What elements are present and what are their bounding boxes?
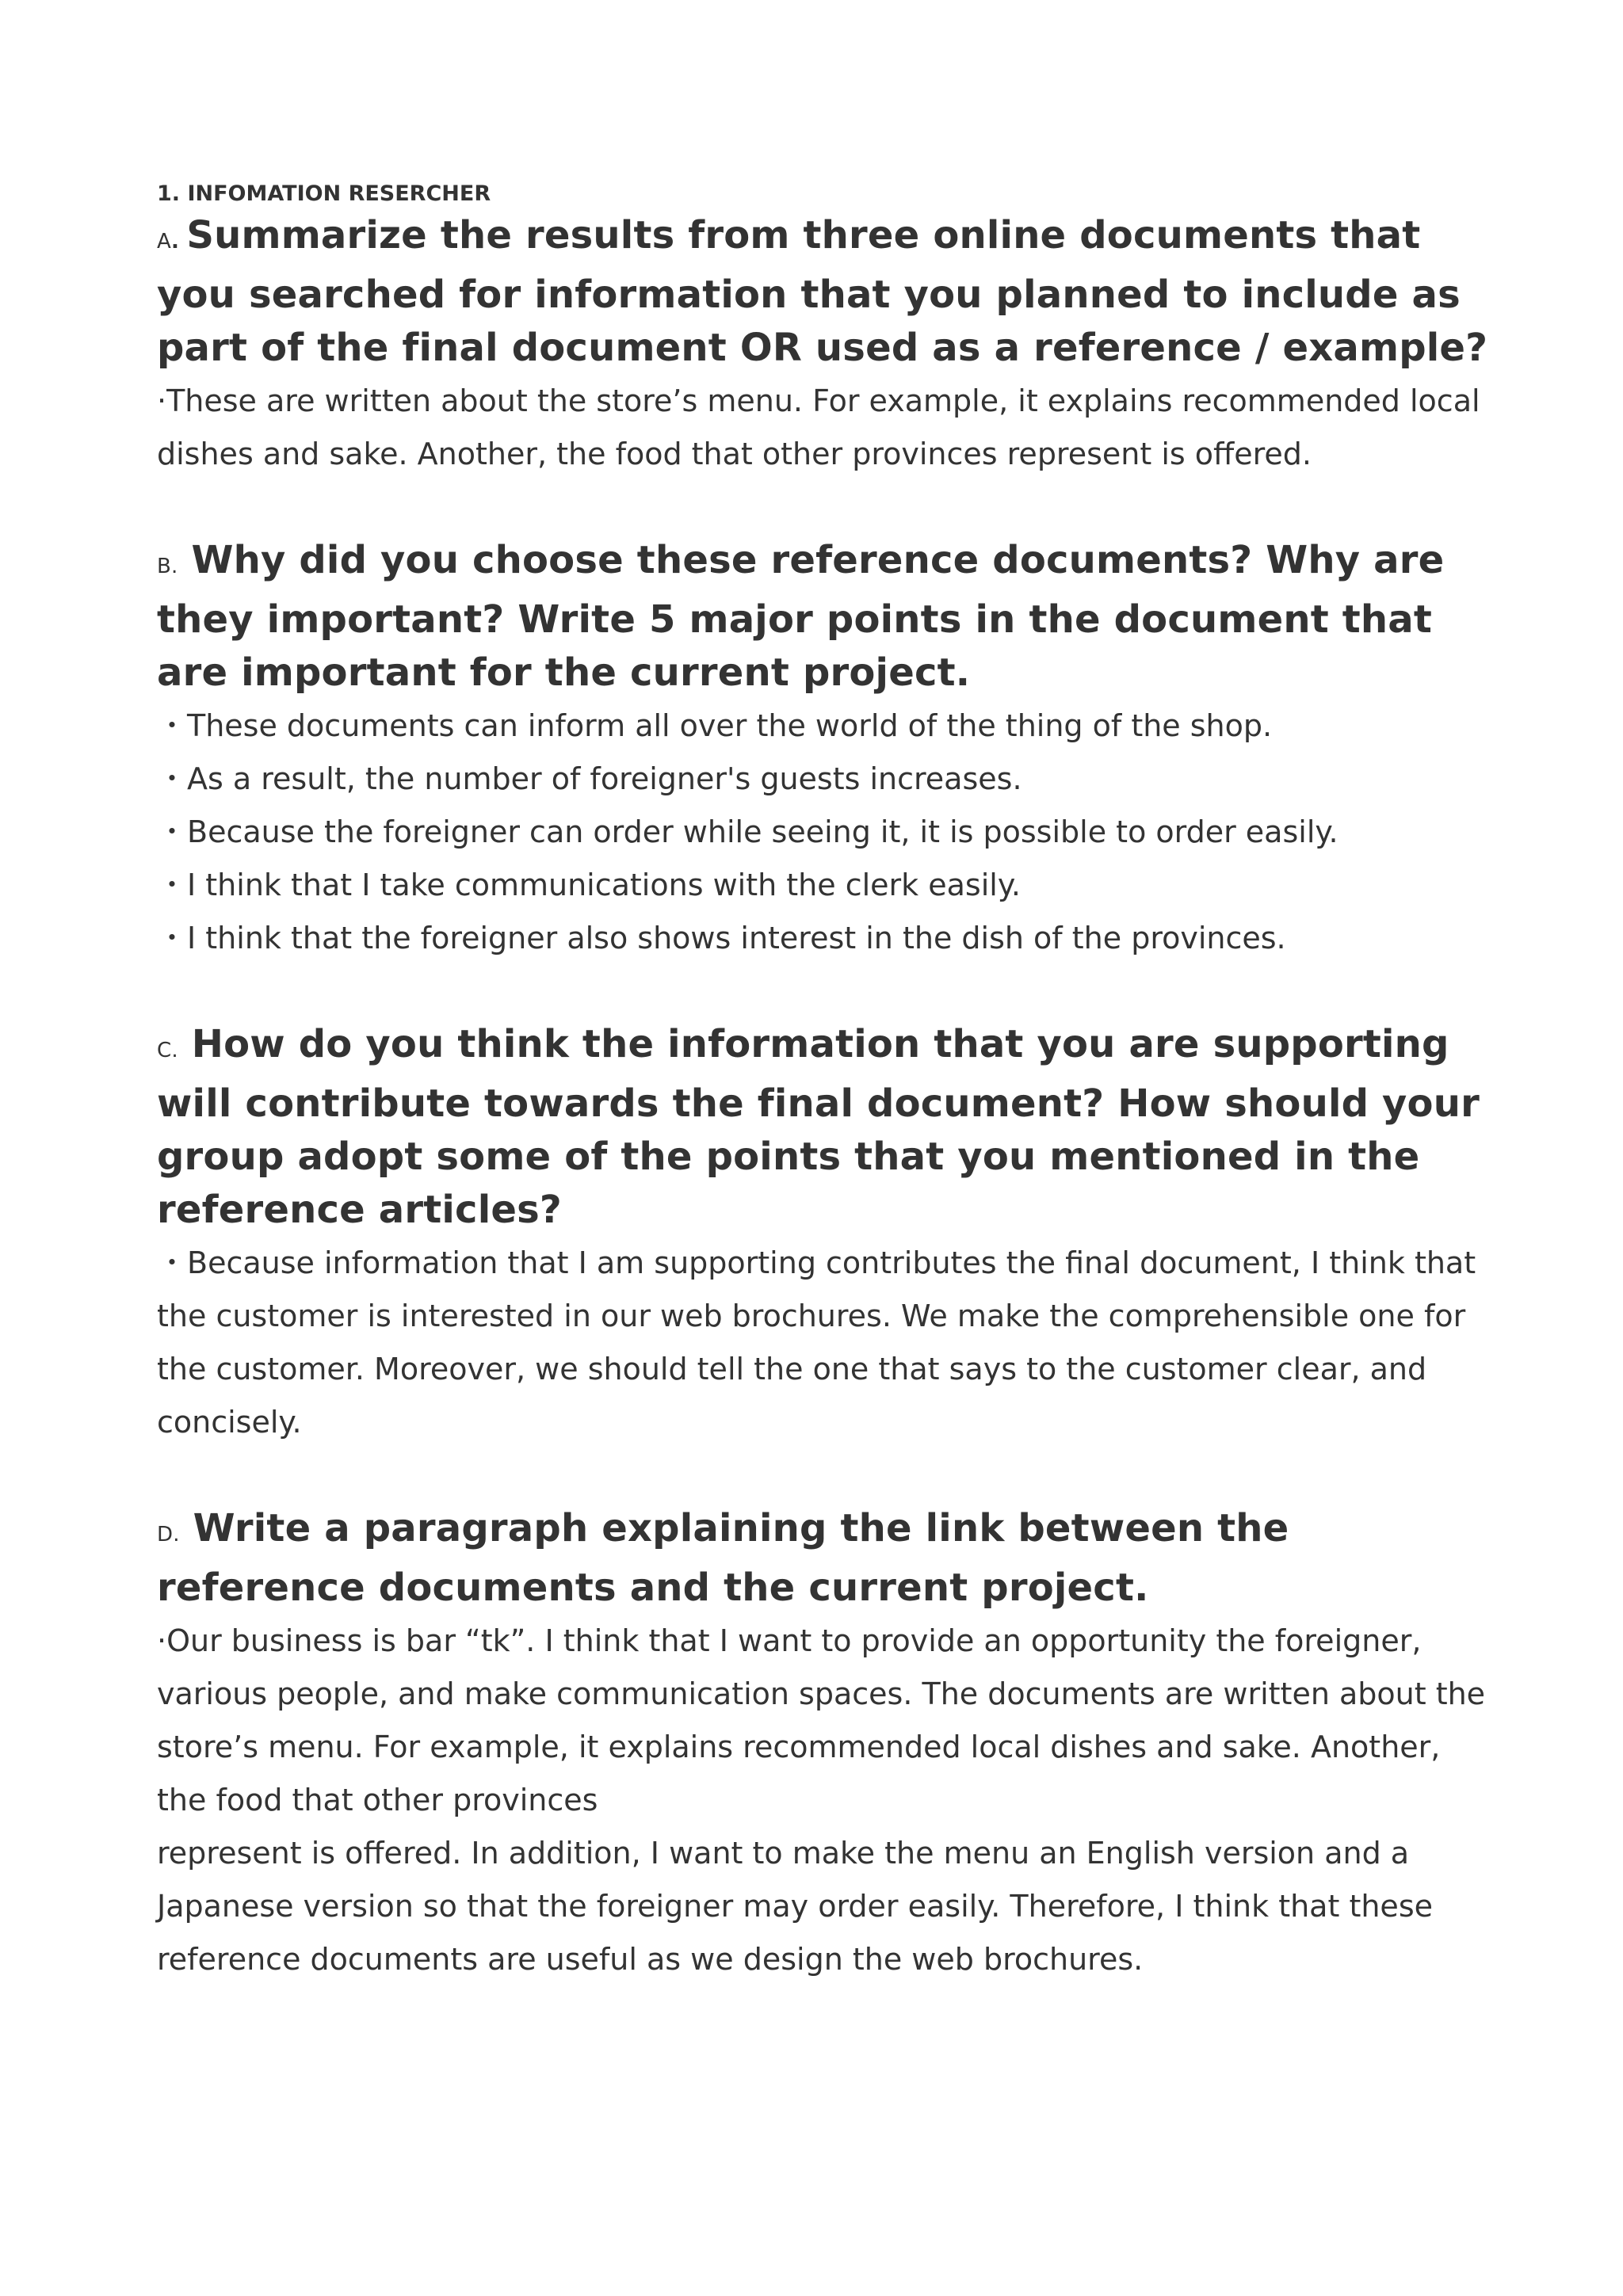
answer-line: ·Our business is bar “tk”. I think that I want to provide an opportunity the foreigner, various people, and make communication spaces. The documents are written about the store’s menu. For example, it explains recommended local dishes and sake. Another, the food that other provinces (157, 1623, 1486, 1817)
question-text: How do you think the information that you are supporting will contribute towards the final document? How should your group adopt some of the points that you mentioned in the reference articles? (157, 1022, 1480, 1232)
section-a (157, 209, 1488, 481)
question-d (157, 1502, 1488, 1615)
document-title: 1. INFOMATION RESERCHER (157, 181, 491, 206)
question-text: Write a paragraph explaining the link between the reference documents and the current project. (157, 1506, 1289, 1610)
section-spacer (157, 965, 1488, 1018)
question-c (157, 1018, 1488, 1237)
section-c (157, 1018, 1488, 1449)
question-marker-punct: . (171, 230, 187, 254)
answer-line: ·These are written about the store’s menu. For example, it explains recommended local dishes and sake. Another, the food that other provinces represent is offered. (157, 383, 1480, 471)
document-page (157, 179, 1488, 1986)
question-marker: D. (157, 1523, 180, 1547)
question-marker: A (157, 230, 171, 254)
answer-line: ・As a result, the number of foreigner's guests increases. (157, 761, 1022, 796)
question-text: Summarize the results from three online documents that you searched for information that you planned to include as part of the final document OR used as a reference / example? (157, 213, 1488, 370)
question-marker: C. (157, 1039, 178, 1062)
question-b (157, 534, 1488, 700)
answer-b (157, 700, 1488, 965)
answer-line: ・I think that the foreigner also shows interest in the dish of the provinces. (157, 921, 1286, 955)
answer-c (157, 1237, 1488, 1449)
section-spacer (157, 481, 1488, 534)
answer-line: ・Because the foreigner can order while seeing it, it is possible to order easily. (157, 814, 1338, 849)
section-d (157, 1502, 1488, 1986)
answer-line: ・Because information that I am supporting contributes the final document, I think that the customer is interested in our web brochures. We make the comprehensible one for the customer. Moreover, we should tell the one that says to the customer clear, and concisely. (157, 1245, 1476, 1440)
answer-line: ・I think that I take communications with the clerk easily. (157, 868, 1021, 902)
section-spacer (157, 1449, 1488, 1502)
answer-d (157, 1615, 1488, 1986)
section-b (157, 534, 1488, 965)
answer-line: represent is offered. In addition, I want to make the menu an English version and a Japanese version so that the foreigner may order easily. Therefore, I think that these reference documents are useful as we design the web brochures. (157, 1836, 1433, 1977)
answer-a (157, 375, 1488, 481)
question-text: Why did you choose these reference documents? Why are they important? Write 5 major points in the document that are important for the current project. (157, 538, 1445, 695)
question-a (157, 209, 1488, 375)
answer-line: ・These documents can inform all over the world of the thing of the shop. (157, 708, 1273, 743)
question-marker: B. (157, 555, 178, 578)
